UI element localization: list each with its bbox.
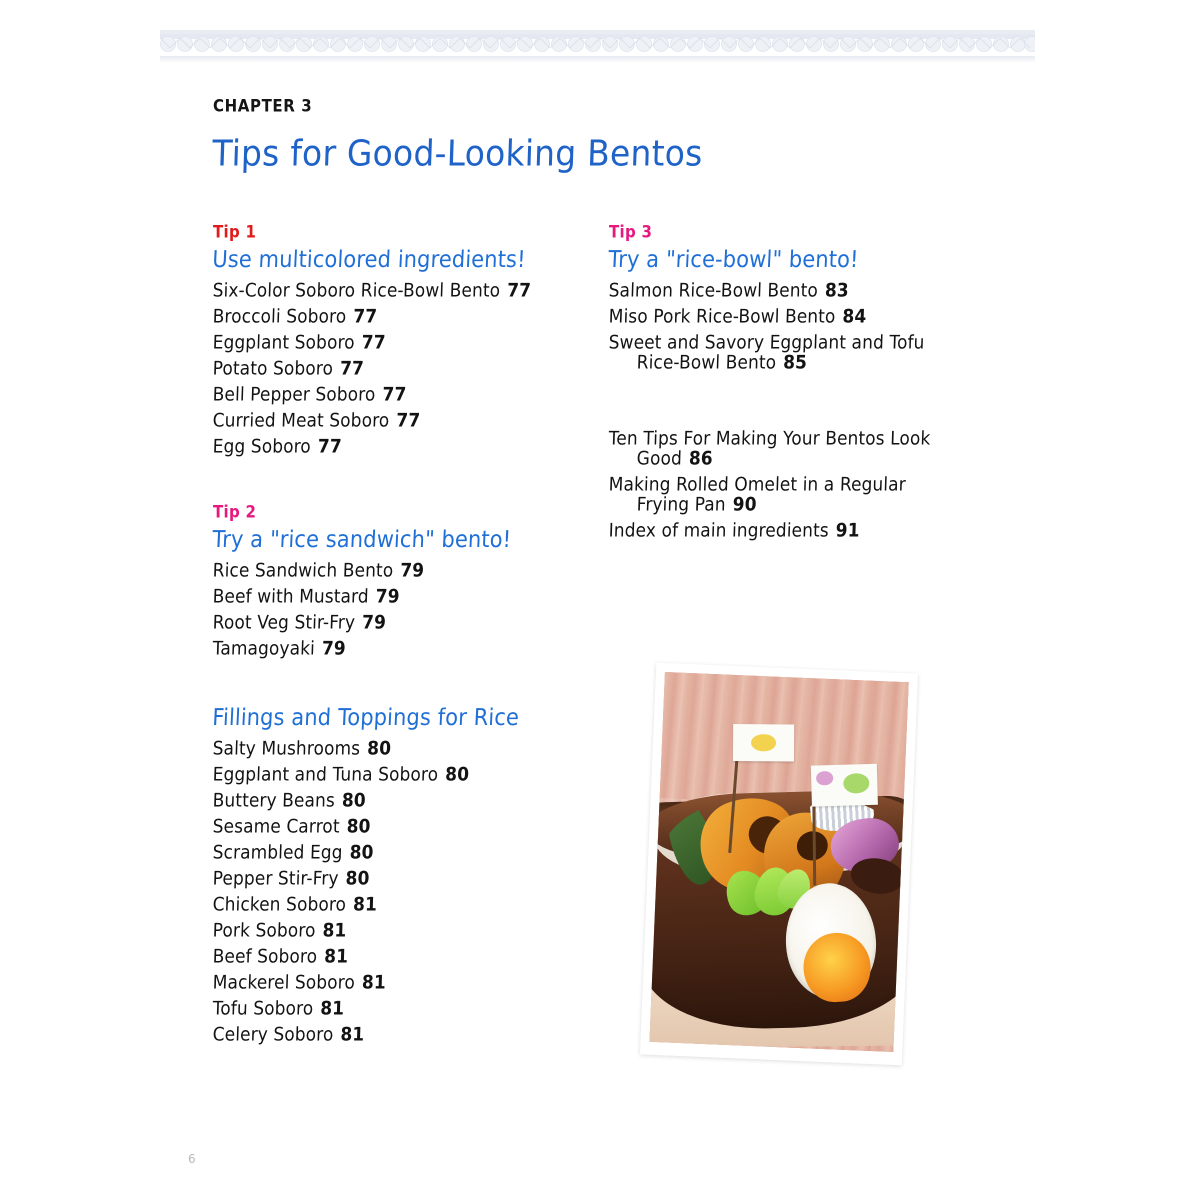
entry-page: 77: [361, 331, 386, 354]
entry-title: Curried Meat Soboro: [212, 409, 390, 432]
tip-1-entry-list: [212, 279, 609, 464]
entry-page: 91: [835, 519, 860, 542]
section-back-matter: [608, 427, 1029, 548]
entry-title: Tofu Soboro: [212, 997, 314, 1020]
entry-title: Rice Sandwich Bento: [212, 559, 394, 582]
tip-3-entry-list: [608, 279, 1029, 380]
section-tip-3: [609, 222, 1029, 380]
entry-title-continuation: Frying Pan: [636, 493, 727, 516]
entry-page: 80: [349, 841, 374, 864]
entry-title: Sweet and Savory Eggplant and Tofu: [608, 331, 925, 354]
chapter-label: CHAPTER 3: [213, 96, 313, 117]
entry-page: 79: [321, 637, 347, 660]
entry-page: 83: [824, 279, 850, 302]
entry-title: Eggplant Soboro: [212, 331, 356, 354]
tip-2-heading: Try a "rice sandwich" bento!: [211, 526, 512, 553]
entry-page: 77: [395, 409, 421, 432]
section-tip-2: [213, 502, 609, 666]
entry-title: Miso Pork Rice-Bowl Bento: [608, 305, 836, 328]
entry-title: Mackerel Soboro: [212, 971, 356, 994]
contents-columns: [213, 222, 1053, 1056]
entry-title: Celery Soboro: [212, 1023, 334, 1046]
entry-page: 80: [345, 867, 370, 890]
food-pick-flag: [733, 724, 794, 761]
entry-page: 84: [842, 305, 867, 328]
section-tip-1: [213, 222, 609, 464]
entry-page: 77: [317, 435, 343, 458]
entry-title: Tamagoyaki: [212, 637, 316, 660]
chapter-header: [211, 96, 1043, 175]
tip-1-heading: Use multicolored ingredients!: [211, 246, 527, 273]
entry-title: Scrambled Egg: [212, 841, 343, 864]
entry-title: Pepper Stir-Fry: [212, 867, 339, 890]
page-number: 6: [188, 1152, 196, 1166]
flag-dot-pink: [816, 771, 834, 786]
tip-3-label: Tip 3: [609, 222, 653, 242]
tip-2-label: Tip 2: [213, 502, 257, 522]
photo-image: [649, 672, 908, 1052]
entry-page: 85: [782, 351, 808, 374]
entry-title: Salmon Rice-Bowl Bento: [608, 279, 819, 302]
entry-title: Potato Soboro: [212, 357, 334, 380]
entry-page: 80: [341, 789, 367, 812]
entry-page: 80: [366, 737, 392, 760]
entry-title: Pork Soboro: [212, 919, 316, 942]
entry-title: Beef with Mustard: [212, 585, 370, 608]
list-item[interactable]: [212, 1023, 609, 1055]
list-item-continuation[interactable]: [608, 351, 1029, 383]
entry-page: 90: [732, 493, 757, 516]
entry-page: 77: [352, 305, 378, 328]
entry-page: 86: [688, 447, 714, 470]
photo-white-frame: [640, 663, 918, 1066]
entry-title: Index of main ingredients: [608, 519, 830, 542]
bento-box-photograph: [640, 663, 918, 1066]
entry-title: Chicken Soboro: [212, 893, 347, 916]
page-title: Tips for Good-Looking Bentos: [211, 132, 704, 175]
fillings-entry-list: [212, 737, 609, 1052]
food-arrangement: [660, 788, 905, 928]
entry-title: Making Rolled Omelet in a Regular: [608, 473, 907, 496]
list-item[interactable]: [212, 637, 609, 669]
entry-title: Egg Soboro: [212, 435, 312, 458]
entry-title: Beef Soboro: [212, 945, 318, 968]
entry-page: 80: [444, 763, 470, 786]
flag-dot-green: [843, 773, 870, 794]
dark-side-dish: [849, 855, 906, 897]
tip-2-entry-list: [212, 559, 609, 666]
entry-title: Root Veg Stir-Fry: [212, 611, 356, 634]
entry-title: Bell Pepper Soboro: [212, 383, 376, 406]
tip-1-label: Tip 1: [213, 222, 257, 242]
lace-scallop-row: [160, 34, 1035, 56]
entry-page: 81: [319, 997, 345, 1020]
list-item[interactable]: [608, 519, 1029, 551]
section-spacer: [609, 384, 1029, 430]
entry-title: Sesame Carrot: [212, 815, 340, 838]
tip-3-heading: Try a "rice-bowl" bento!: [607, 246, 860, 273]
entry-page: 79: [399, 559, 425, 582]
list-item[interactable]: [212, 435, 609, 467]
entry-page: 77: [339, 357, 365, 380]
food-pick-flag: [811, 764, 878, 807]
entry-title: Eggplant and Tuna Soboro: [212, 763, 439, 786]
entry-title: Buttery Beans: [212, 789, 336, 812]
entry-page: 81: [323, 945, 349, 968]
entry-page: 80: [346, 815, 371, 838]
entry-title-continuation: Good: [636, 447, 683, 470]
fillings-heading: Fillings and Toppings for Rice: [211, 704, 520, 731]
entry-title-continuation: Rice-Bowl Bento: [636, 351, 777, 374]
entry-page: 79: [375, 585, 400, 608]
entry-page: 79: [361, 611, 387, 634]
section-spacer: [213, 468, 609, 502]
entry-title: Broccoli Soboro: [212, 305, 347, 328]
flag-dot-yellow: [751, 734, 776, 751]
entry-title: Ten Tips For Making Your Bentos Look: [608, 427, 931, 450]
left-column: [213, 222, 609, 1056]
entry-page: 77: [382, 383, 407, 406]
lace-drop-shadow: [160, 56, 1035, 63]
entry-page: 81: [361, 971, 387, 994]
lace-border-decoration: [160, 30, 1035, 64]
section-spacer: [213, 670, 609, 704]
entry-title: Salty Mushrooms: [212, 737, 361, 760]
back-matter-entry-list: [608, 427, 1029, 548]
entry-page: 81: [322, 919, 347, 942]
entry-title: Six-Color Soboro Rice-Bowl Bento: [212, 279, 501, 302]
entry-page: 81: [340, 1023, 365, 1046]
section-fillings-and-toppings: [213, 704, 609, 1052]
entry-page: 77: [506, 279, 532, 302]
entry-page: 81: [352, 893, 378, 916]
